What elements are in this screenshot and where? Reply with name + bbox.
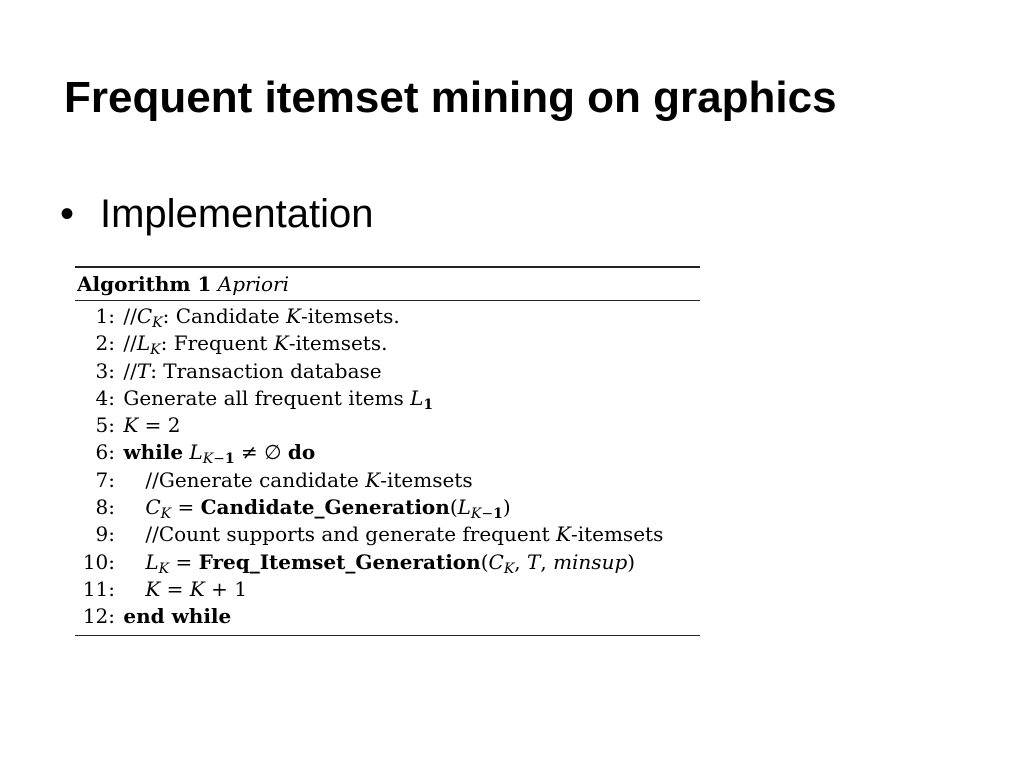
line-number: 3:: [95, 358, 115, 383]
line-number: 6:: [95, 440, 115, 465]
line-text: Generate all frequent items $L_1$: [123, 385, 434, 413]
bullet-text: Implementation: [100, 192, 374, 236]
algorithm-line: [75, 521, 700, 548]
line-text: //T: Transaction database: [123, 358, 382, 383]
line-number: 7:: [95, 467, 115, 492]
algorithm-line: [75, 494, 700, 521]
algorithm-line: [75, 412, 700, 439]
slide-title: Frequent itemset mining on graphics: [64, 73, 837, 122]
line-number: 4:: [95, 385, 115, 410]
line-text: while $L_{K-1}$ ≠ ∅ do: [123, 440, 316, 468]
algorithm-line: [75, 358, 700, 385]
algorithm-name: Apriori: [217, 272, 289, 296]
line-text: //Generate candidate K-itemsets: [145, 467, 473, 492]
algorithm-line: [75, 603, 700, 630]
algorithm-box: [75, 266, 700, 636]
algorithm-bottom-rule: [75, 635, 700, 636]
line-number: 9:: [95, 522, 115, 547]
line-number: 5:: [95, 413, 115, 438]
bullet-item: [60, 188, 373, 240]
algorithm-line: [75, 549, 700, 576]
algorithm-line: [75, 467, 700, 494]
line-number: 12:: [82, 604, 115, 629]
algorithm-line: [75, 385, 700, 412]
line-text: K = 2: [123, 413, 181, 438]
line-number: 8:: [95, 495, 115, 520]
algorithm-line: [75, 576, 700, 603]
bullet-marker: •: [60, 192, 75, 236]
line-number: 10:: [82, 549, 115, 574]
algorithm-label: Algorithm 1: [77, 272, 212, 296]
algorithm-header: [75, 268, 700, 300]
line-text: end while: [123, 604, 232, 629]
line-text: //Count supports and generate frequent K-itemsets: [145, 522, 664, 547]
line-text: $//C_K$: Candidate K-itemsets.: [123, 304, 400, 331]
line-text: $//L_K$: Frequent K-itemsets.: [123, 331, 388, 359]
line-number: 1:: [95, 304, 115, 328]
line-number: 2:: [95, 331, 115, 356]
algorithm-line: [75, 303, 700, 330]
algorithm-line: [75, 330, 700, 357]
line-number: 11:: [82, 576, 115, 601]
line-text: K = K + 1: [145, 576, 247, 601]
algorithm-body: [75, 301, 700, 635]
algorithm-line: [75, 439, 700, 466]
line-text: $C_K$ = $Candidate\_Generation(L_{K-1})$: [145, 495, 511, 523]
line-text: $L_K$ = $Freq\_Itemset\_Generation(C_K$, T, minsup): [145, 549, 636, 577]
